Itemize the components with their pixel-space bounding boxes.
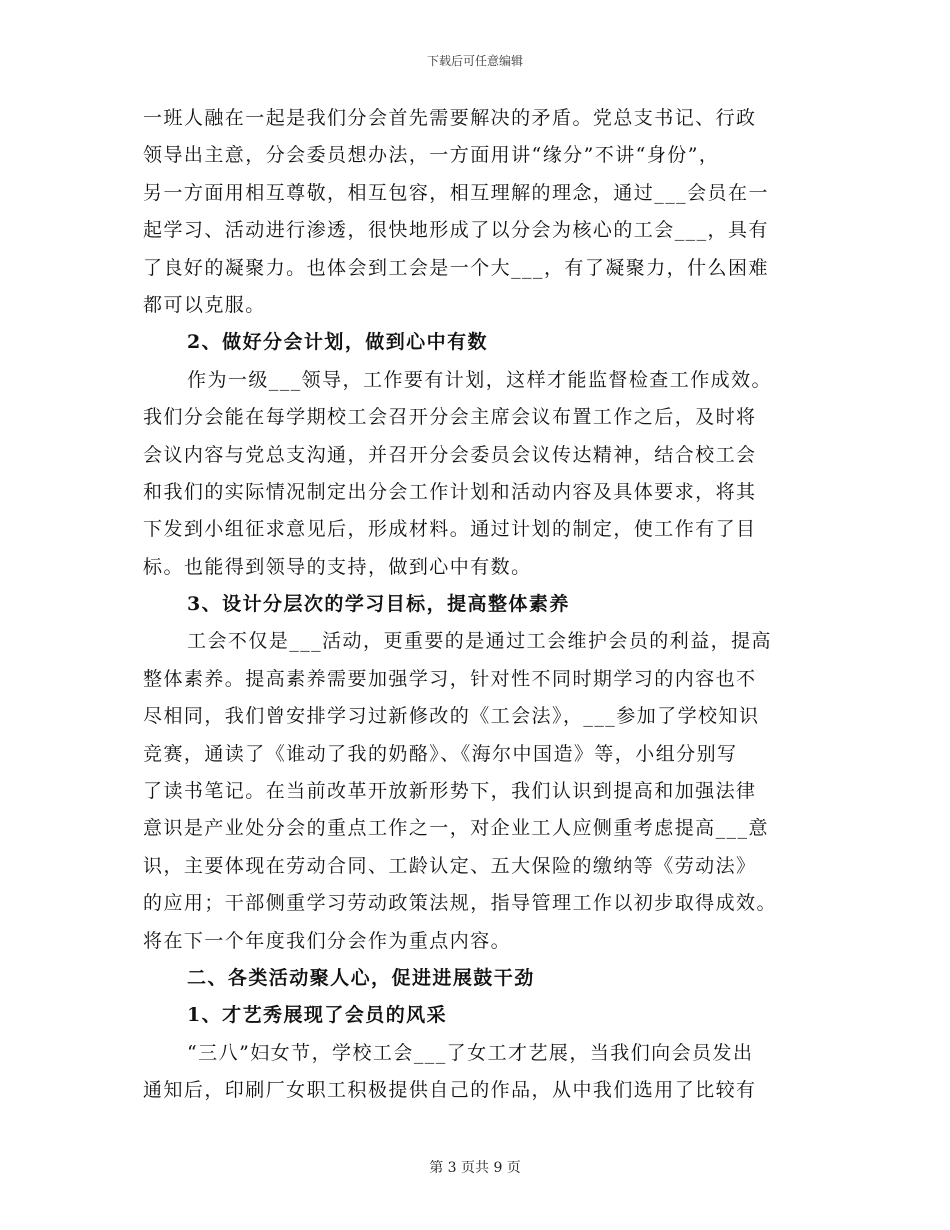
text-line: 和我们的实际情况制定出分会工作计划和活动内容及具体要求，将其 [143,480,757,503]
text-line: 都可以克服。 [143,293,266,316]
document-body [143,100,811,1110]
section-heading: 二、各类活动聚人心，促进进展鼓干劲 [187,966,535,989]
text-line: 竞赛，通读了《谁动了我的奶酪》、《海尔中国造》等，小组分别写 [143,742,738,765]
text-line: 将在下一个年度我们分会作为重点内容。 [143,929,512,952]
text-line: 意识是产业处分会的重点工作之一，对企业工人应侧重考虑提高___意 [143,817,769,840]
text-line: 起学习、活动进行渗透，很快地形成了以分会为核心的工会___，具有 [143,219,769,242]
text-line: 会议内容与党总支沟通，并召开分会委员会议传达精神，结合校工会 [143,443,757,466]
text-line: 作为一级___领导，工作要有计划，这样才能监督检查工作成效。 [187,368,773,391]
text-line: 识，主要体现在劳动合同、工龄认定、五大保险的缴纳等《劳动法》 [143,854,757,877]
section-heading: 2、做好分会计划，做到心中有数 [187,331,488,354]
text-line: 通知后，印刷厂女职工积极提供自己的作品，从中我们选用了比较有 [143,1079,757,1102]
text-line: 一班人融在一起是我们分会首先需要解决的矛盾。党总支书记、行政 [143,107,757,129]
section-heading: 1、才艺秀展现了会员的风采 [187,1004,448,1027]
text-line: 另一方面用相互尊敬，相互包容，相互理解的理念，通过___会员在一 [143,181,769,204]
text-line: 尽相同，我们曾安排学习过新修改的《工会法》，___参加了学校知识 [143,705,760,728]
text-line: 下发到小组征求意见后，形成材料。通过计划的制定，使工作有了目 [143,518,757,541]
text-line: 的应用；干部侧重学习劳动政策法规，指导管理工作以初步取得成效。 [143,892,777,915]
text-line: 整体素养。提高素养需要加强学习，针对性不同时期学习的内容也不 [143,667,757,690]
text-line: 了读书笔记。在当前改革开放新形势下，我们认识到提高和加强法律 [143,780,757,803]
section-heading: 3、设计分层次的学习目标，提高整体素养 [187,593,570,616]
text-line: 领导出主意，分会委员想办法，一方面用讲“缘分”不讲“身份”， [143,144,720,167]
page-footer: 第 3 页共 9 页 [429,1160,521,1176]
text-line: 我们分会能在每学期校工会召开分会主席会议布置工作之后，及时将 [143,406,757,429]
page-header: 下载后可任意编辑 [426,54,523,68]
text-line: 了良好的凝聚力。也体会到工会是一个大___，有了凝聚力，什么困难 [143,256,769,279]
text-line: 标。也能得到领导的支持，做到心中有数。 [143,555,532,578]
text-line: 工会不仅是___活动，更重要的是通过工会维护会员的利益，提高 [187,630,773,653]
text-line: “三八”妇女节，学校工会___了女工才艺展，当我们向会员发出 [187,1041,754,1064]
